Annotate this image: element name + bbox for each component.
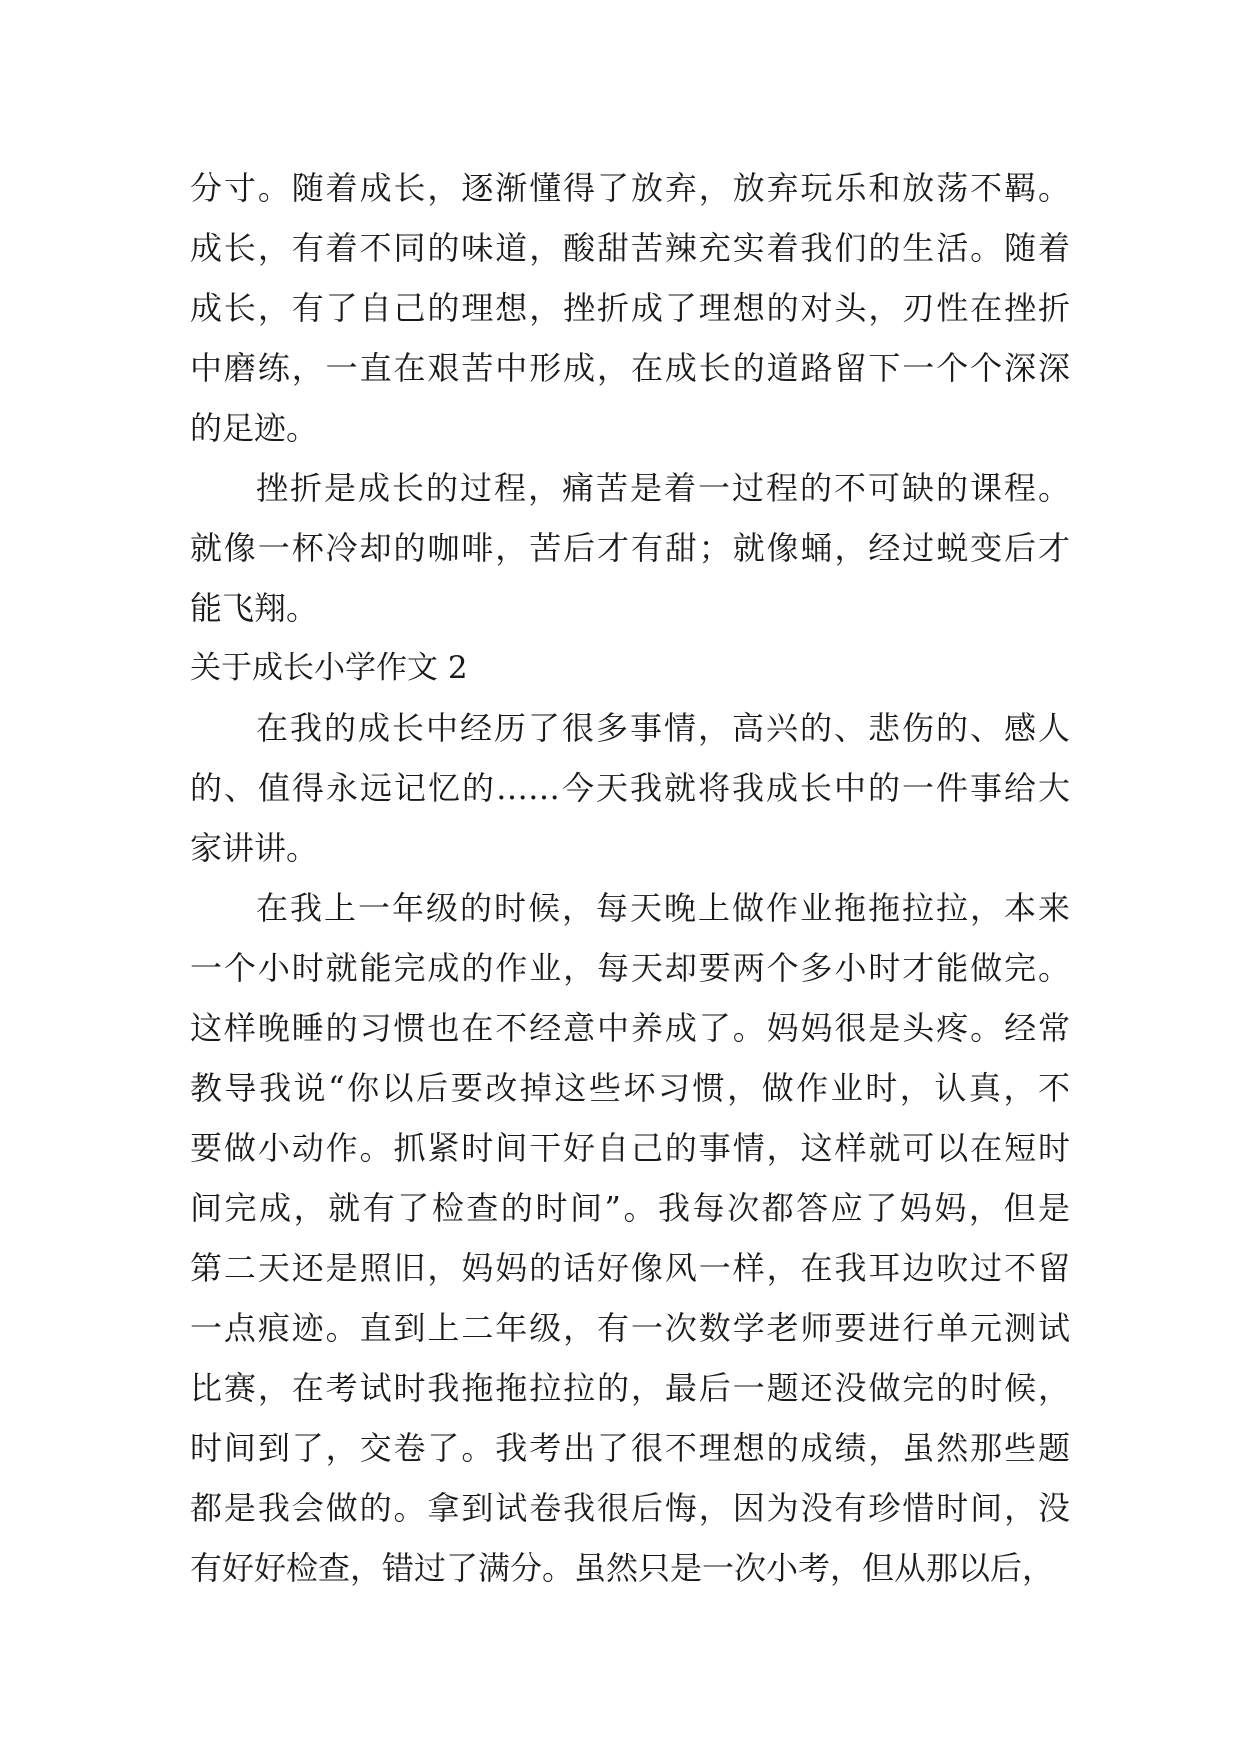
text-line: 成长，有着不同的味道，酸甜苦辣充实着我们的生活。随着 bbox=[190, 229, 1070, 267]
text-line: 成长，有了自己的理想，挫折成了理想的对头，刃性在挫折 bbox=[190, 289, 1070, 327]
text-line: 教导我说“你以后要改掉这些坏习惯，做作业时，认真，不 bbox=[190, 1069, 1070, 1107]
text-line: 都是我会做的。拿到试卷我很后悔，因为没有珍惜时间，没 bbox=[190, 1489, 1070, 1527]
text-line: 家讲讲。 bbox=[190, 829, 319, 867]
text-line: 的、值得永远记忆的……今天我就将我成长中的一件事给大 bbox=[190, 769, 1070, 807]
text-line: 能飞翔。 bbox=[190, 589, 319, 627]
text-line: 比赛，在考试时我拖拖拉拉的，最后一题还没做完的时候， bbox=[190, 1369, 1070, 1407]
paragraph bbox=[190, 458, 1070, 638]
text-line: 就像一杯冷却的咖啡，苦后才有甜；就像蛹，经过蜕变后才 bbox=[190, 529, 1070, 567]
text-line: 挫折是成长的过程，痛苦是着一过程的不可缺的课程。 bbox=[256, 469, 1070, 507]
text-line: 一点痕迹。直到上二年级，有一次数学老师要进行单元测试 bbox=[190, 1309, 1070, 1347]
text-line: 在我的成长中经历了很多事情，高兴的、悲伤的、感人 bbox=[256, 709, 1070, 747]
text-line: 一个小时就能完成的作业，每天却要两个多小时才能做完。 bbox=[190, 949, 1070, 987]
text-line: 在我上一年级的时候，每天晚上做作业拖拖拉拉，本来 bbox=[256, 889, 1070, 927]
paragraph bbox=[190, 158, 1070, 458]
text-line: 间完成，就有了检查的时间”。我每次都答应了妈妈，但是 bbox=[190, 1189, 1070, 1227]
text-line: 有好好检查，错过了满分。虽然只是一次小考，但从那以后， bbox=[190, 1549, 1055, 1587]
text-line: 第二天还是照旧，妈妈的话好像风一样，在我耳边吹过不留 bbox=[190, 1249, 1070, 1287]
text-line: 中磨练，一直在艰苦中形成，在成长的道路留下一个个深深 bbox=[190, 349, 1070, 387]
text-line: 的足迹。 bbox=[190, 409, 319, 447]
paragraph bbox=[190, 878, 1070, 1598]
text-line: 要做小动作。抓紧时间干好自己的事情，这样就可以在短时 bbox=[190, 1129, 1070, 1167]
document-body bbox=[190, 158, 1070, 1598]
paragraph bbox=[190, 698, 1070, 878]
text-line: 这样晚睡的习惯也在不经意中养成了。妈妈很是头疼。经常 bbox=[190, 1009, 1070, 1047]
text-line: 时间到了，交卷了。我考出了很不理想的成绩，虽然那些题 bbox=[190, 1429, 1070, 1467]
section-heading: 关于成长小学作文 2 bbox=[190, 650, 468, 686]
text-line: 分寸。随着成长，逐渐懂得了放弃，放弃玩乐和放荡不羁。 bbox=[190, 169, 1070, 207]
